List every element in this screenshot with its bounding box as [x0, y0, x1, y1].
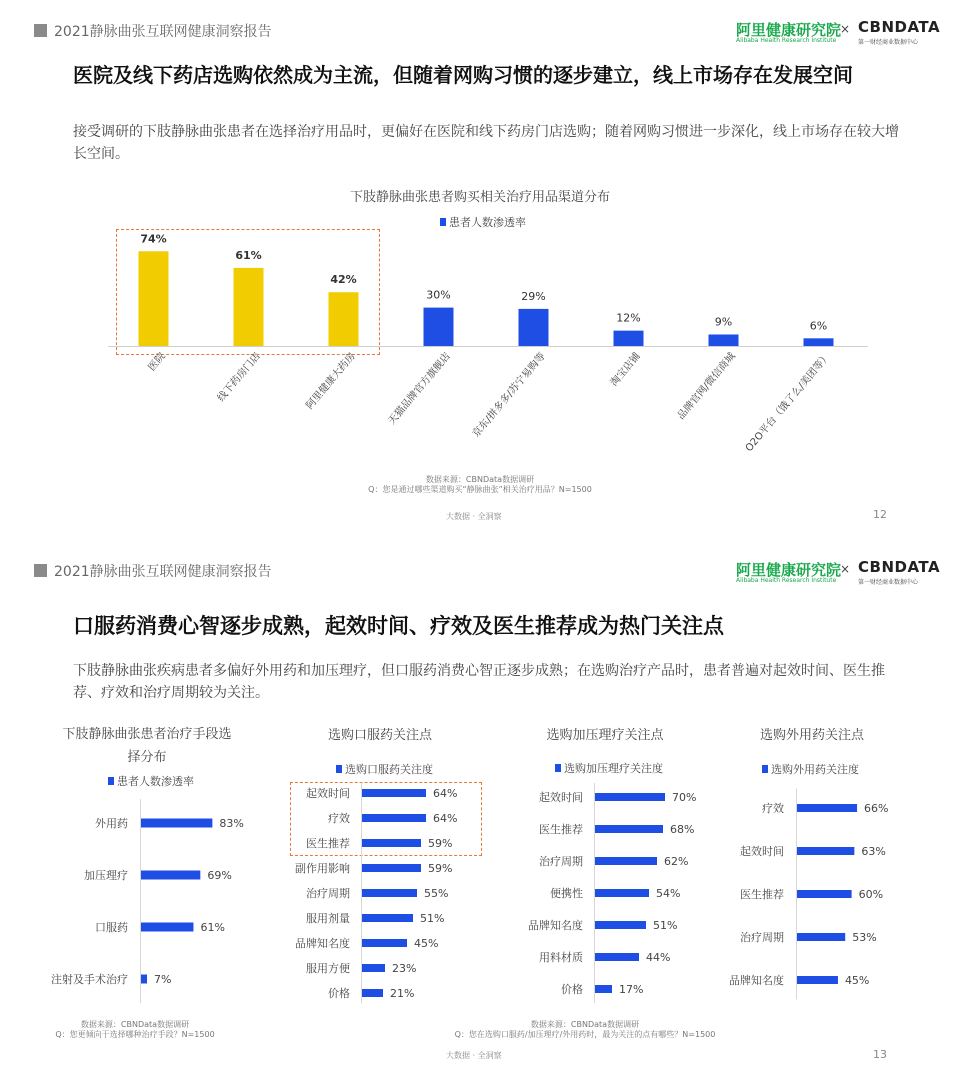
- page-headline: 口服药消费心智逐步成熟，起效时间、疗效及医生推荐成为热门关注点: [73, 614, 724, 638]
- data-label-4-1: 63%: [861, 845, 886, 858]
- bar-2-4: [362, 889, 417, 897]
- category-label-4-0: 疗效: [762, 802, 784, 815]
- data-label-3-2: 62%: [664, 855, 689, 868]
- bar-4-0: [797, 804, 857, 812]
- category-label-3-5: 用料材质: [539, 951, 583, 964]
- category-label-2-5: 服用剂量: [306, 912, 350, 925]
- bar-1: [234, 268, 264, 346]
- bar-7: [804, 338, 834, 346]
- data-source-line2: Q：您在选购口服药/加压理疗/外用药时，最为关注的点有哪些？N=1500: [454, 1030, 716, 1039]
- data-source-line2: Q：您更倾向于选择哪种治疗手段？N=1500: [55, 1030, 215, 1039]
- cbndata-logo-sub: 第一财经商业数据中心: [858, 579, 919, 586]
- chart-title-treatment: 下肢静脉曲张患者治疗手段选择分布: [62, 727, 232, 765]
- data-source-line1: 数据来源：CBNData数据调研: [80, 1020, 190, 1029]
- category-label-3-0: 起效时间: [539, 791, 583, 804]
- legend-label: 患者人数渗透率: [117, 775, 194, 788]
- bar-1-1: [141, 871, 200, 880]
- category-label-2-4: 治疗周期: [306, 887, 350, 900]
- data-label-2-1: 64%: [433, 812, 458, 825]
- bar-2-0: [362, 789, 426, 797]
- category-label-2: 阿里健康大药房: [304, 350, 358, 412]
- category-label-2-0: 起效时间: [306, 787, 350, 800]
- data-label-3-1: 68%: [670, 823, 695, 836]
- bar-1-3: [141, 975, 147, 984]
- bar-4-3: [797, 933, 845, 941]
- data-label-5: 12%: [616, 311, 641, 325]
- bar-1-0: [141, 819, 212, 828]
- category-label-2-8: 价格: [328, 987, 350, 1000]
- data-label-2-0: 64%: [433, 787, 458, 800]
- alihealth-logo-sub: Alibaba Health Research Institute: [736, 37, 837, 44]
- hbar-charts: [0, 540, 961, 1080]
- cbndata-logo-sub: 第一财经商业数据中心: [858, 39, 919, 46]
- report-title: 2021静脉曲张互联网健康洞察报告: [54, 564, 272, 580]
- data-source-left: [40, 1020, 230, 1040]
- category-label-4-4: 品牌知名度: [729, 974, 784, 987]
- legend-label: 患者人数渗透率: [449, 216, 526, 229]
- category-label-2-7: 服用方便: [306, 962, 350, 975]
- category-label-3-4: 品牌知名度: [528, 919, 583, 932]
- data-label-2: 42%: [330, 273, 357, 287]
- bar-3: [424, 308, 454, 346]
- bar-2-7: [362, 964, 385, 972]
- chart-title: 下肢静脉曲张患者购买相关治疗用品渠道分布: [349, 190, 610, 205]
- page-headline: 医院及线下药店选购依然成为主流，但随着网购习惯的逐步建立，线上市场存在发展空间: [73, 63, 853, 87]
- bar-2-2: [362, 839, 421, 847]
- data-label-1-1: 69%: [207, 869, 232, 882]
- footer-tagline: 大数据 · 全洞察: [446, 1051, 502, 1060]
- category-label-3: 天猫品牌官方旗舰店: [386, 350, 453, 427]
- alihealth-logo: 阿里健康研究院: [736, 21, 842, 39]
- category-label-1-1: 加压理疗: [84, 869, 128, 882]
- data-label-4-4: 45%: [844, 974, 870, 987]
- data-label-1-0: 83%: [219, 817, 244, 830]
- bar-0: [139, 251, 169, 346]
- data-label-2-3: 59%: [428, 862, 453, 875]
- category-label-5: 淘宝店铺: [608, 350, 643, 389]
- category-label-2-1: 疗效: [328, 812, 350, 825]
- data-label-4: 29%: [521, 289, 546, 303]
- logo-separator: ×: [840, 22, 851, 36]
- page-number: 13: [873, 1048, 887, 1061]
- bar-2-8: [362, 989, 383, 997]
- category-label-3-6: 价格: [561, 983, 583, 996]
- category-label-7: O2O平台（饿了么/美团等）: [743, 350, 833, 455]
- alihealth-logo-sub: Alibaba Health Research Institute: [736, 577, 837, 584]
- page-description: 接受调研的下肢静脉曲张患者在选择治疗用品时，更偏好在医院和线下药房门店选购；随着网购习惯进一步深化，线上市场存在较大增长空间。: [73, 124, 899, 162]
- category-label-1-3: 注射及手术治疗: [51, 973, 128, 986]
- legend-label: 选购口服药关注度: [345, 763, 433, 776]
- category-label-0: 医院: [146, 350, 168, 374]
- footer-tagline: 大数据 · 全洞察: [446, 512, 502, 521]
- bar-2-1: [362, 814, 426, 822]
- data-source-line1: 数据来源：CBNData数据调研: [425, 475, 535, 484]
- bar-3-4: [595, 921, 646, 929]
- category-label-6: 品牌官网/微信商城: [675, 350, 738, 422]
- category-label-4-1: 起效时间: [740, 845, 784, 858]
- data-label-2-7: 23%: [392, 962, 417, 975]
- category-label-3-1: 医生推荐: [539, 823, 583, 836]
- legend-label: 选购外用药关注度: [771, 763, 859, 776]
- bar-2-6: [362, 939, 407, 947]
- data-label-1-3: 7%: [154, 973, 172, 986]
- bar-1-2: [141, 923, 193, 932]
- category-label-2-2: 医生推荐: [306, 837, 350, 850]
- data-source-right: [410, 1020, 760, 1040]
- bar-3-1: [595, 825, 663, 833]
- data-source-line2: Q：您是通过哪些渠道购买“静脉曲张”相关治疗用品？N=1500: [368, 485, 592, 494]
- bar-2-3: [362, 864, 421, 872]
- data-label-2-5: 51%: [420, 912, 445, 925]
- legend-label: 选购加压理疗关注度: [564, 762, 663, 775]
- data-label-3-0: 70%: [672, 791, 697, 804]
- chart-title-compression: 选购加压理疗关注点: [546, 728, 664, 743]
- page-description: 下肢静脉曲张疾病患者多偏好外用药和加压理疗，但口服药消费心智正逐步成熟；在选购治疗产品时，患者普遍对起效时间、医生推荐、疗效和治疗周期较为关注。: [73, 663, 885, 701]
- category-label-3-2: 治疗周期: [539, 855, 583, 868]
- data-label-0: 74%: [140, 232, 167, 246]
- category-label-1-2: 口服药: [95, 921, 128, 934]
- data-label-3-3: 54%: [656, 887, 681, 900]
- category-label-4-2: 医生推荐: [740, 888, 784, 901]
- bar-3-0: [595, 793, 665, 801]
- data-label-4-0: 66%: [864, 802, 889, 815]
- data-source-line1: 数据来源：CBNData数据调研: [530, 1020, 640, 1029]
- data-label-6: 9%: [714, 315, 733, 329]
- page-number: 12: [873, 508, 887, 521]
- category-label-4-3: 治疗周期: [740, 931, 784, 944]
- data-label-2-6: 45%: [414, 937, 439, 950]
- category-label-4: 京东/拼多多/苏宁易购等: [470, 350, 548, 440]
- data-source: [330, 475, 630, 495]
- data-label-2-8: 21%: [390, 987, 415, 1000]
- logo-separator: ×: [840, 562, 851, 576]
- data-label-4-3: 53%: [852, 931, 877, 944]
- data-label-7: 6%: [809, 319, 828, 333]
- bar-5: [614, 331, 644, 346]
- cbndata-logo: CBNDATA: [858, 18, 941, 36]
- chart-title-oral: 选购口服药关注点: [327, 728, 432, 743]
- data-label-3-5: 44%: [646, 951, 671, 964]
- bar-3-5: [595, 953, 639, 961]
- data-label-1-2: 61%: [200, 921, 225, 934]
- category-label-2-6: 品牌知名度: [295, 937, 350, 950]
- category-label-2-3: 副作用影响: [295, 862, 350, 875]
- bar-6: [709, 334, 739, 346]
- bar-4: [519, 309, 549, 346]
- data-label-1: 61%: [235, 248, 262, 262]
- bar-2: [329, 292, 359, 346]
- slide-13: [0, 540, 961, 1080]
- bar-4-2: [797, 890, 852, 898]
- bar-3-6: [595, 985, 612, 993]
- report-title: 2021静脉曲张互联网健康洞察报告: [54, 24, 272, 40]
- data-label-3-6: 17%: [619, 983, 644, 996]
- chart-title-topical: 选购外用药关注点: [759, 728, 864, 743]
- data-label-4-2: 60%: [858, 888, 884, 901]
- data-label-3-4: 51%: [653, 919, 678, 932]
- category-label-3-3: 便携性: [550, 887, 583, 900]
- bar-3-2: [595, 857, 657, 865]
- bar-4-1: [797, 847, 854, 855]
- cbndata-logo: CBNDATA: [858, 558, 941, 576]
- bar-2-5: [362, 914, 413, 922]
- alihealth-logo: 阿里健康研究院: [736, 561, 842, 579]
- data-label-3: 30%: [426, 288, 451, 302]
- data-label-2-4: 55%: [424, 887, 449, 900]
- bar-3-3: [595, 889, 649, 897]
- data-label-2-2: 59%: [428, 837, 453, 850]
- category-label-1: 线下药房门店: [215, 350, 263, 404]
- category-label-1-0: 外用药: [95, 817, 128, 830]
- bar-4-4: [797, 976, 838, 984]
